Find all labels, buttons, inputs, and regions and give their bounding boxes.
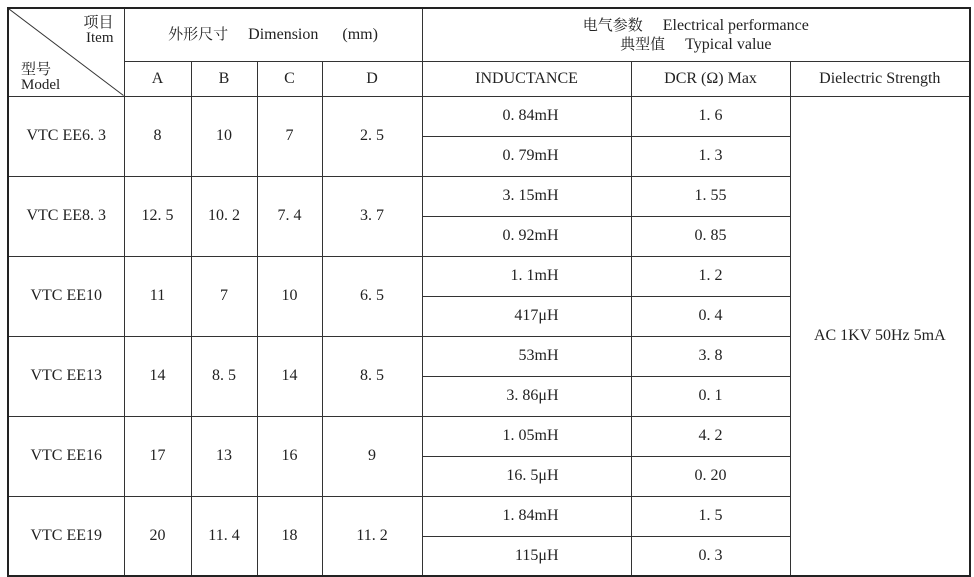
header-row-1 (8, 8, 970, 61)
dim-b-cell: 11. 4 (191, 496, 257, 576)
dim-c-cell: 7 (257, 96, 322, 176)
header-row-2 (8, 61, 970, 96)
dcr-cell: 4. 2 (631, 416, 790, 456)
dim-b-cell: 8. 5 (191, 336, 257, 416)
dcr-cell: 0. 3 (631, 536, 790, 576)
inductance-cell: 3. 15mH (422, 176, 631, 216)
inductance-cell: 1. 84mH (422, 496, 631, 536)
col-header-dcr: DCR (Ω) Max (631, 61, 790, 96)
dcr-cell: 1. 3 (631, 136, 790, 176)
dcr-cell: 1. 6 (631, 96, 790, 136)
dimension-header-unit: (mm) (342, 26, 378, 44)
model-cell: VTC EE16 (8, 416, 124, 496)
dimension-header-cn: 外形尺寸 (168, 25, 229, 44)
dim-a-cell: 14 (124, 336, 191, 416)
typical-value-cn: 典型值 (620, 34, 666, 53)
model-label (21, 61, 60, 93)
col-header-d: D (322, 61, 422, 96)
model-cell: VTC EE8. 3 (8, 176, 124, 256)
dcr-cell: 0. 20 (631, 456, 790, 496)
model-cell: VTC EE6. 3 (8, 96, 124, 176)
typical-value-en: Typical value (685, 35, 772, 53)
dim-b-cell: 10 (191, 96, 257, 176)
dielectric-strength-cell: AC 1KV 50Hz 5mA (790, 96, 970, 576)
inductance-cell: 1. 05mH (422, 416, 631, 456)
dimension-header-en: Dimension (248, 26, 319, 44)
dim-b-cell: 10. 2 (191, 176, 257, 256)
model-cell: VTC EE13 (8, 336, 124, 416)
electrical-header-cn: 电气参数 (582, 15, 643, 34)
electrical-header (422, 8, 970, 61)
table-row (8, 96, 970, 136)
dim-c-cell: 16 (257, 416, 322, 496)
inductance-cell: 0. 84mH (422, 96, 631, 136)
col-header-dielectric: Dielectric Strength (790, 61, 970, 96)
inductance-cell: 0. 92mH (422, 216, 631, 256)
col-header-c: C (257, 61, 322, 96)
model-cell: VTC EE19 (8, 496, 124, 576)
dim-c-cell: 10 (257, 256, 322, 336)
item-model-corner-cell (8, 8, 124, 96)
dim-a-cell: 20 (124, 496, 191, 576)
inductance-cell: 0. 79mH (422, 136, 631, 176)
item-label-en: Item (86, 30, 114, 46)
model-cell: VTC EE10 (8, 256, 124, 336)
spec-table (7, 7, 971, 577)
dim-d-cell: 11. 2 (322, 496, 422, 576)
electrical-header-en: Electrical performance (662, 16, 809, 34)
item-label-cn: 项目 (83, 13, 114, 31)
dcr-cell: 0. 1 (631, 376, 790, 416)
dim-d-cell: 8. 5 (322, 336, 422, 416)
dim-d-cell: 9 (322, 416, 422, 496)
dim-a-cell: 8 (124, 96, 191, 176)
model-label-en: Model (21, 76, 61, 93)
inductance-cell: 417μH (422, 296, 631, 336)
dim-d-cell: 3. 7 (322, 176, 422, 256)
dim-b-cell: 13 (191, 416, 257, 496)
item-label (83, 14, 113, 46)
model-label-cn: 型号 (21, 59, 52, 78)
inductance-cell: 3. 86μH (422, 376, 631, 416)
dcr-cell: 3. 8 (631, 336, 790, 376)
dim-d-cell: 2. 5 (322, 96, 422, 176)
inductance-cell: 53mH (422, 336, 631, 376)
dimension-header (124, 8, 422, 61)
dim-c-cell: 14 (257, 336, 322, 416)
dim-d-cell: 6. 5 (322, 256, 422, 336)
inductance-cell: 1. 1mH (422, 256, 631, 296)
dim-a-cell: 12. 5 (124, 176, 191, 256)
inductance-cell: 115μH (422, 536, 631, 576)
dcr-cell: 0. 4 (631, 296, 790, 336)
dcr-cell: 1. 2 (631, 256, 790, 296)
col-header-a: A (124, 61, 191, 96)
inductance-cell: 16. 5μH (422, 456, 631, 496)
dcr-cell: 0. 85 (631, 216, 790, 256)
dim-b-cell: 7 (191, 256, 257, 336)
dim-a-cell: 11 (124, 256, 191, 336)
dcr-cell: 1. 55 (631, 176, 790, 216)
dim-c-cell: 18 (257, 496, 322, 576)
col-header-inductance: INDUCTANCE (422, 61, 631, 96)
col-header-b: B (191, 61, 257, 96)
dim-c-cell: 7. 4 (257, 176, 322, 256)
dcr-cell: 1. 5 (631, 496, 790, 536)
dim-a-cell: 17 (124, 416, 191, 496)
